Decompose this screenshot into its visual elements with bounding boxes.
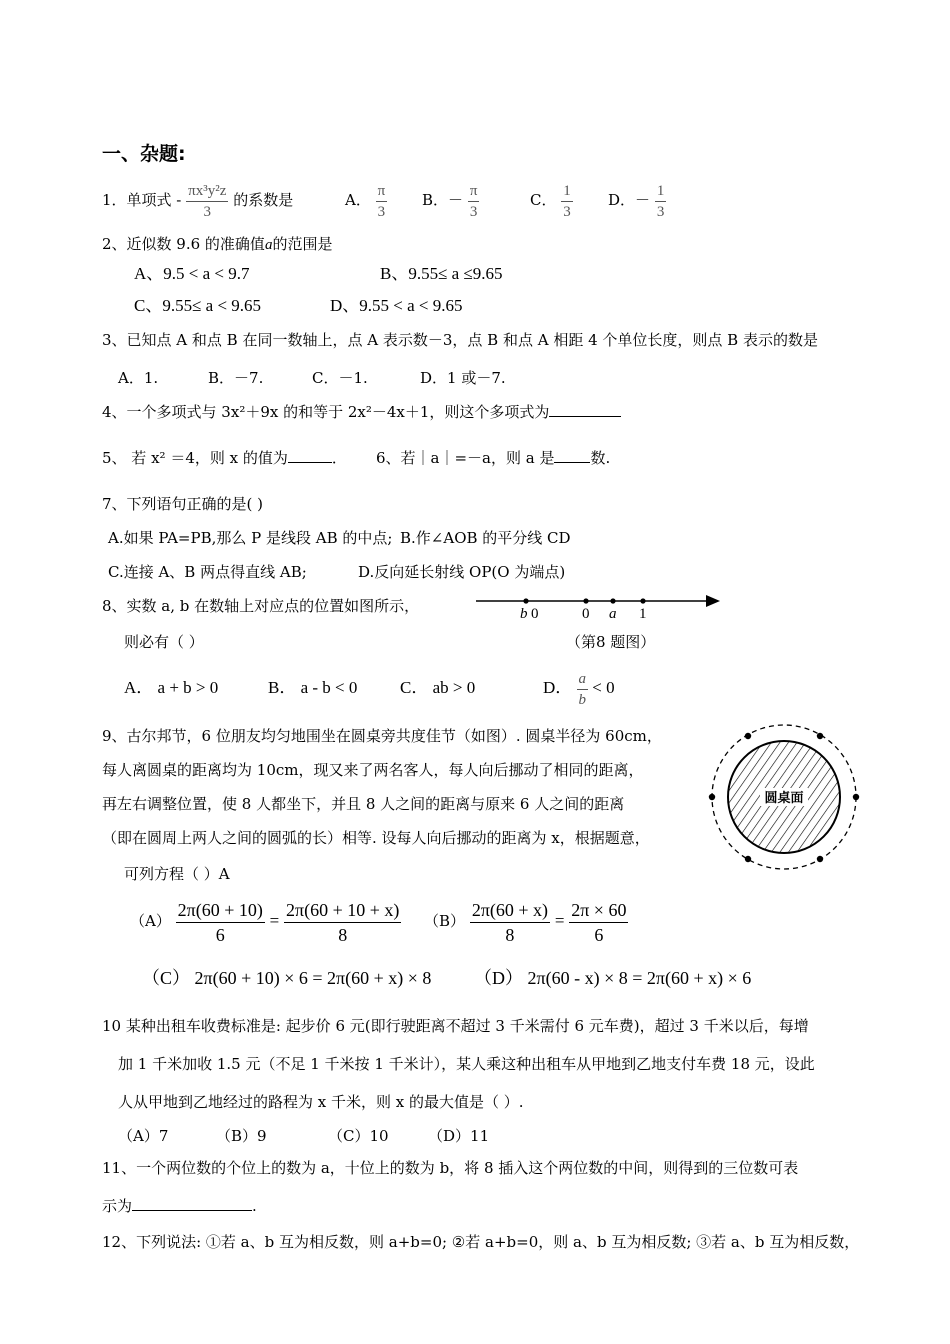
q9-option-a-lhs <box>176 898 265 947</box>
q10-option-c: （C）10 <box>328 1127 389 1145</box>
q8-option-d <box>543 666 615 710</box>
q9-option-b-label: （B） <box>424 912 466 930</box>
q7-option-b: B.作∠AOB 的平分线 CD <box>400 529 571 547</box>
q10-line-1: 10 某种出租车收费标准是: 起步价 6 元(即行驶距离不超过 3 千米需付 6 元车费)，超过 3 千米以后，每增 <box>102 1017 809 1035</box>
q9-line-4: （即在圆周上两人之间的圆弧的长）相等. 设每人向后挪动的距离为 x，根据题意， <box>102 829 650 847</box>
person-dot <box>745 733 751 739</box>
question-5 <box>102 448 347 468</box>
question-6 <box>376 448 610 468</box>
person-dot <box>817 856 823 862</box>
round-table-figure <box>704 716 864 878</box>
q2-stem-var: a <box>264 237 273 253</box>
question-1 <box>102 180 293 222</box>
q9-option-a-lhs-num: 2π(60 + 10) <box>176 898 265 923</box>
person-dot <box>817 733 823 739</box>
q11-line-2-end: . <box>252 1197 257 1215</box>
q1-suffix: 的系数是 <box>233 191 294 209</box>
question-3-stem: 3、已知点 A 和点 B 在同一数轴上，点 A 表示数－3，点 B 和点 A 相距 4 个单位长度，则点 B 表示的数是 <box>102 331 818 349</box>
q5-answer-blank[interactable] <box>288 448 332 463</box>
person-dot <box>853 794 859 800</box>
axis-label-0-left: 0 <box>531 606 539 622</box>
q11-line-2 <box>102 1196 257 1216</box>
q9-line-1: 9、古尔邦节，6 位朋友均匀地围坐在圆桌旁共度佳节（如图）. 圆桌半径为 60cm， <box>102 727 662 745</box>
q9-option-d: （D） 2π(60 - x) × 8 = 2π(60 + x) × 6 <box>474 968 752 988</box>
point-zero <box>583 598 588 603</box>
q1-option-a-num: π <box>376 181 388 202</box>
number-line-arrow <box>706 595 720 607</box>
q9-option-b-rhs-den: 6 <box>594 924 604 945</box>
q8-figure-caption: （第8 题图） <box>566 633 656 651</box>
q1-option-b-label: B．－ <box>422 191 464 209</box>
q9-option-b-rhs-num: 2π × 60 <box>569 898 628 923</box>
q9-option-a-equals: = <box>269 911 280 930</box>
q8-option-d-fraction <box>577 669 589 710</box>
q8-number-line-figure <box>470 590 730 630</box>
question-7-stem: 7、下列语句正确的是( ) <box>102 495 264 513</box>
q1-option-c-fraction <box>561 181 573 222</box>
q9-option-a-rhs <box>284 898 401 947</box>
q1-option-d-fraction <box>655 181 667 222</box>
q11-line-1: 11、一个两位数的个位上的数为 a，十位上的数为 b，将 8 插入这个两位数的中间，则得到的三位数可表 <box>102 1159 799 1177</box>
point-a <box>610 598 615 603</box>
q6-text: 6、若｜a｜=－a，则 a 是 <box>376 449 555 467</box>
q1-option-a-fraction <box>376 181 388 222</box>
q2-option-b: B、9.55≤ a ≤9.65 <box>380 264 503 283</box>
q9-line-5: 可列方程（ ）A <box>124 865 230 883</box>
q9-option-b-equals: = <box>554 911 565 930</box>
q7-option-c: C.连接 A、B 两点得直线 AB; <box>108 563 307 581</box>
q9-line-2: 每人离圆桌的距离均为 10cm，现又来了两名客人，每人向后挪动了相同的距离， <box>102 761 644 779</box>
q2-option-d: D、9.55 < a < 9.65 <box>330 296 463 315</box>
q5-text-end: ． <box>331 449 347 467</box>
q2-stem-text: 2、近似数 9.6 的准确值 <box>102 235 265 253</box>
q9-option-b-lhs-num: 2π(60 + x) <box>470 898 550 923</box>
q9-option-a-lhs-den: 6 <box>215 924 225 945</box>
q9-option-a-rhs-den: 8 <box>338 924 348 945</box>
q1-fraction-denominator: 3 <box>203 203 212 220</box>
axis-label-a: a <box>609 606 617 622</box>
q10-line-3: 人从甲地到乙地经过的路程为 x 千米，则 x 的最大值是（ ）. <box>118 1093 524 1111</box>
q1-option-d <box>608 180 666 222</box>
q10-line-2: 加 1 千米加收 1.5 元（不足 1 千米按 1 千米计），某人乘这种出租车从甲地到乙地支付车费 18 元，设此 <box>118 1055 815 1073</box>
question-8-stem-2: 则必有（ ） <box>124 633 204 651</box>
q1-option-c <box>530 180 573 222</box>
q1-option-b <box>422 180 479 222</box>
q1-option-c-label: C． <box>530 191 557 209</box>
q9-option-a <box>130 896 401 947</box>
q11-line-2-text: 示为 <box>102 1197 133 1215</box>
q1-option-d-num: 1 <box>655 181 667 202</box>
point-b <box>523 598 528 603</box>
q9-option-b-lhs <box>470 898 550 947</box>
q1-option-a-den: 3 <box>377 203 386 220</box>
q1-option-b-fraction <box>468 181 480 222</box>
question-4 <box>102 402 621 422</box>
table-label: 圆桌面 <box>764 790 804 805</box>
person-dot <box>745 856 751 862</box>
q8-option-a: A． a + b > 0 <box>124 678 219 697</box>
question-2-stem <box>102 234 332 255</box>
q3-option-a: A．1. <box>118 369 159 387</box>
q10-option-a: （A）7 <box>118 1127 169 1145</box>
q8-option-b: B． a - b < 0 <box>268 678 358 697</box>
q1-monomial-fraction <box>186 181 228 222</box>
q1-option-a-label: A． <box>345 191 371 209</box>
q8-option-d-den: b <box>578 691 587 708</box>
q9-option-b <box>424 896 628 947</box>
q3-option-d: D．1 或－7. <box>420 369 506 387</box>
q2-option-a: A、9.5 < a < 9.7 <box>134 264 250 283</box>
q10-option-d: （D）11 <box>428 1127 490 1145</box>
q12-line-1: 12、下列说法: ①若 a、b 互为相反数，则 a+b=0; ②若 a+b=0，则 a、b 互为相反数; ③若 a、b 互为相反数， <box>102 1233 860 1251</box>
q11-answer-blank[interactable] <box>132 1196 252 1211</box>
q3-option-c: C．－1. <box>312 369 368 387</box>
q9-option-a-label: （A） <box>130 912 171 930</box>
q8-option-d-tail: < 0 <box>592 678 615 697</box>
q4-answer-blank[interactable] <box>549 402 621 417</box>
q1-option-c-den: 3 <box>563 203 571 220</box>
q1-prefix: 1．单项式 - <box>102 191 182 209</box>
point-one <box>640 598 645 603</box>
axis-label-b: b <box>520 606 528 622</box>
q6-answer-blank[interactable] <box>554 448 590 463</box>
q1-option-c-num: 1 <box>561 181 573 202</box>
q1-option-b-den: 3 <box>469 203 478 220</box>
q9-line-3: 再左右调整位置，使 8 人都坐下，并且 8 人之间的距离与原来 6 人之间的距离 <box>102 795 625 813</box>
q10-option-b: （B）9 <box>216 1127 267 1145</box>
question-8-stem: 8、实数 a, b 在数轴上对应点的位置如图所示， <box>102 597 420 615</box>
q9-option-a-rhs-num: 2π(60 + 10 + x) <box>284 898 401 923</box>
q7-option-d: D.反向延长射线 OP(O 为端点) <box>358 563 566 581</box>
q3-option-b: B．－7. <box>208 369 264 387</box>
q8-option-c: C． ab > 0 <box>400 678 476 697</box>
q1-option-b-num: π <box>468 181 480 202</box>
q8-option-d-num: a <box>577 669 589 690</box>
q1-option-a <box>345 180 387 222</box>
q1-option-d-label: D．－ <box>608 191 651 209</box>
q1-option-d-den: 3 <box>656 203 665 220</box>
q8-option-d-label: D． <box>543 678 573 697</box>
q6-text-end: 数. <box>590 449 611 467</box>
q7-option-a: A.如果 PA=PB,那么 P 是线段 AB 的中点; <box>108 529 393 547</box>
section-title: 一、杂题: <box>102 143 186 165</box>
q1-fraction-numerator: πx³y²z <box>186 181 228 202</box>
q9-option-b-rhs <box>569 898 628 947</box>
q2-stem-end: 的范围是 <box>272 235 333 253</box>
q2-option-c: C、9.55≤ a < 9.65 <box>134 296 262 315</box>
q9-option-b-lhs-den: 8 <box>505 924 515 945</box>
person-dot <box>709 794 715 800</box>
axis-label-0: 0 <box>582 606 590 622</box>
q5-text: 5、 若 x² ＝4，则 x 的值为 <box>102 449 288 467</box>
axis-label-1: 1 <box>639 606 647 622</box>
q9-option-c: （C） 2π(60 + 10) × 6 = 2π(60 + x) × 8 <box>142 968 432 988</box>
q4-text: 4、一个多项式与 3x²＋9x 的和等于 2x²－4x＋1，则这个多项式为 <box>102 403 550 421</box>
